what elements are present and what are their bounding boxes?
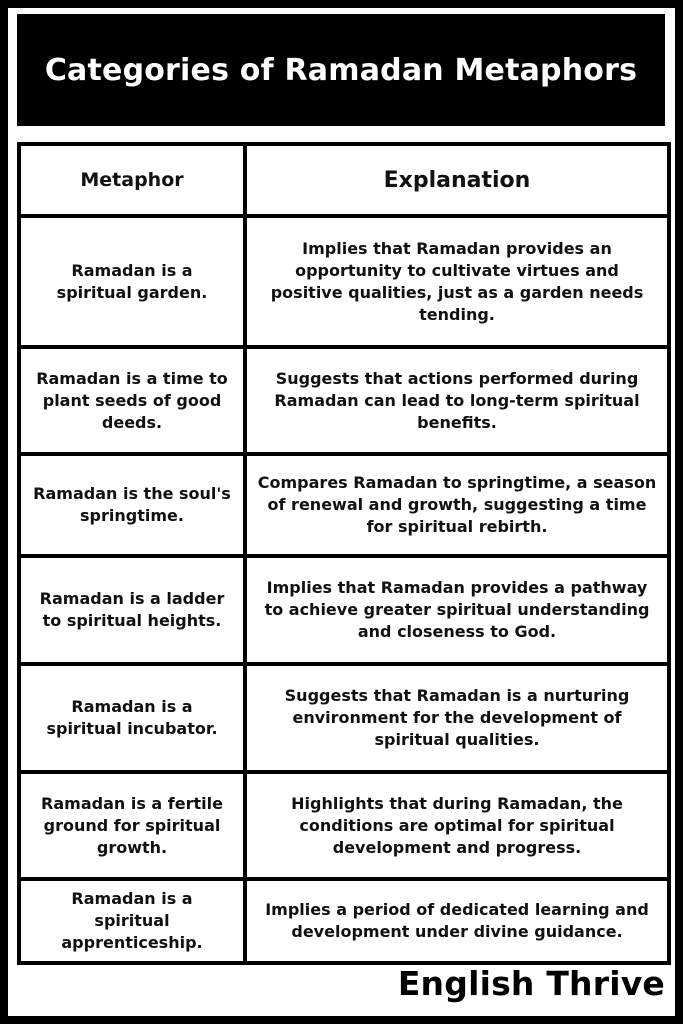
explanation-cell: Implies that Ramadan provides a pathway to achieve greater spiritual understanding and closeness to God.	[245, 556, 669, 664]
table-row	[19, 216, 669, 347]
explanation-cell: Highlights that during Ramadan, the conditions are optimal for spiritual development and progress.	[245, 772, 669, 879]
metaphor-cell: Ramadan is a spiritual garden.	[19, 216, 245, 347]
table-row	[19, 772, 669, 879]
explanation-cell: Implies that Ramadan provides an opportunity to cultivate virtues and positive qualities, just as a garden needs tending.	[245, 216, 669, 347]
metaphor-cell: Ramadan is a ladder to spiritual heights.	[19, 556, 245, 664]
explanation-cell: Suggests that actions performed during Ramadan can lead to long-term spiritual benefits.	[245, 347, 669, 454]
explanation-cell: Suggests that Ramadan is a nurturing environment for the development of spiritual qualities.	[245, 664, 669, 772]
table-row	[19, 664, 669, 772]
table-row	[19, 879, 669, 963]
metaphor-cell: Ramadan is a fertile ground for spiritual growth.	[19, 772, 245, 879]
metaphor-cell: Ramadan is the soul's springtime.	[19, 454, 245, 556]
header-explanation: Explanation	[245, 144, 669, 216]
brand-name: English Thrive	[397, 964, 665, 1003]
metaphor-table	[17, 142, 671, 965]
explanation-cell: Implies a period of dedicated learning and development under divine guidance.	[245, 879, 669, 963]
table-row	[19, 347, 669, 454]
table-row	[19, 454, 669, 556]
page-title: Categories of Ramadan Metaphors	[17, 14, 665, 126]
table-row	[19, 556, 669, 664]
metaphor-cell: Ramadan is a spiritual apprenticeship.	[19, 879, 245, 963]
page-frame	[8, 8, 675, 1016]
table-header-row	[19, 144, 669, 216]
header-metaphor: Metaphor	[19, 144, 245, 216]
explanation-cell: Compares Ramadan to springtime, a season of renewal and growth, suggesting a time for spiritual rebirth.	[245, 454, 669, 556]
metaphor-cell: Ramadan is a spiritual incubator.	[19, 664, 245, 772]
metaphor-cell: Ramadan is a time to plant seeds of good deeds.	[19, 347, 245, 454]
